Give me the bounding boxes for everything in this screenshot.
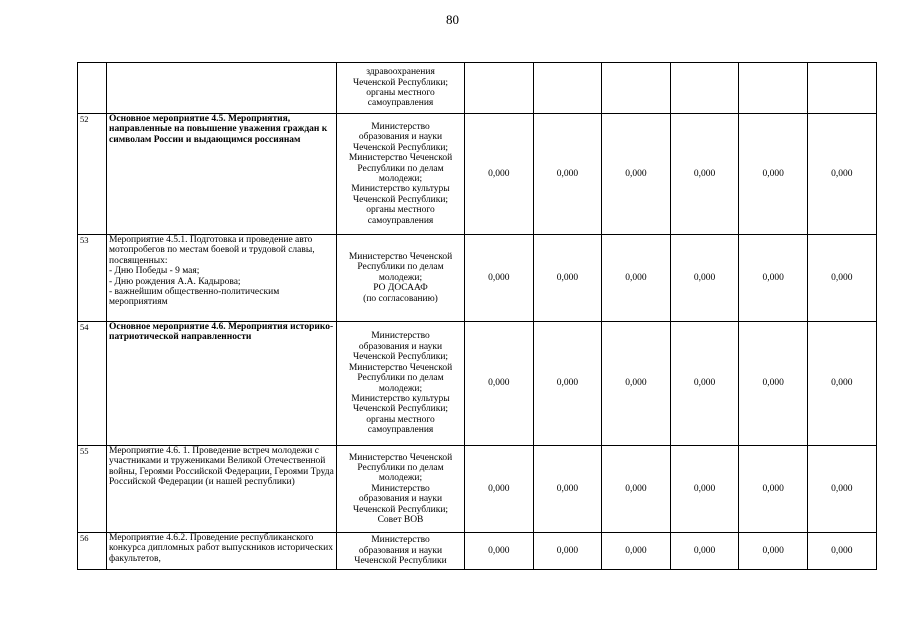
activity-name: Основное мероприятие 4.6. Мероприятия историко-патриотической направленности bbox=[107, 322, 337, 446]
row-number: 52 bbox=[78, 114, 107, 235]
table-row bbox=[78, 235, 877, 322]
funding-value: 0,000 bbox=[739, 533, 808, 570]
funding-value: 0,000 bbox=[533, 114, 602, 235]
table-body bbox=[78, 63, 877, 570]
funding-value: 0,000 bbox=[465, 235, 534, 322]
table-row bbox=[78, 533, 877, 570]
row-number bbox=[78, 63, 107, 114]
funding-value: 0,000 bbox=[807, 533, 876, 570]
funding-value: 0,000 bbox=[602, 235, 671, 322]
funding-value: 0,000 bbox=[602, 322, 671, 446]
responsible-executor: Министерство образования и науки Чеченской Республики bbox=[337, 533, 465, 570]
funding-value: 0,000 bbox=[465, 322, 534, 446]
funding-value: 0,000 bbox=[533, 322, 602, 446]
table-row bbox=[78, 446, 877, 533]
funding-value: 0,000 bbox=[465, 446, 534, 533]
funding-value: 0,000 bbox=[533, 533, 602, 570]
funding-value: 0,000 bbox=[739, 446, 808, 533]
funding-value: 0,000 bbox=[670, 114, 739, 235]
row-number: 53 bbox=[78, 235, 107, 322]
funding-value: 0,000 bbox=[670, 235, 739, 322]
funding-value: 0,000 bbox=[670, 322, 739, 446]
funding-value: 0,000 bbox=[739, 322, 808, 446]
activity-name bbox=[107, 63, 337, 114]
responsible-executor: Министерство образования и науки Чеченской Республики; Министерство Чеченской Республики по делам молодежи; Министерство культуры Чеченской Республики; органы местного самоуправления bbox=[337, 114, 465, 235]
funding-value: 0,000 bbox=[807, 114, 876, 235]
program-activities-table bbox=[77, 62, 877, 570]
funding-value bbox=[739, 63, 808, 114]
funding-value bbox=[670, 63, 739, 114]
activity-name: Мероприятие 4.6. 1. Проведение встреч молодежи с участниками и тружениками Великой Отечественной войны, Героями Российской Федерации, Героями Труда Российской Федерации (и нашей республики) bbox=[107, 446, 337, 533]
responsible-executor: Министерство образования и науки Чеченской Республики; Министерство Чеченской Республики по делам молодежи; Министерство культуры Чеченской Республики; органы местного самоуправления bbox=[337, 322, 465, 446]
table-row bbox=[78, 63, 877, 114]
funding-value: 0,000 bbox=[533, 446, 602, 533]
funding-value bbox=[807, 63, 876, 114]
funding-value: 0,000 bbox=[670, 446, 739, 533]
funding-value bbox=[465, 63, 534, 114]
table-row bbox=[78, 322, 877, 446]
responsible-executor: Министерство Чеченской Республики по делам молодежи; РО ДОСААФ (по согласованию) bbox=[337, 235, 465, 322]
funding-value: 0,000 bbox=[602, 446, 671, 533]
funding-value: 0,000 bbox=[739, 114, 808, 235]
row-number: 55 bbox=[78, 446, 107, 533]
row-number: 56 bbox=[78, 533, 107, 570]
funding-value: 0,000 bbox=[465, 114, 534, 235]
funding-value: 0,000 bbox=[807, 235, 876, 322]
funding-value: 0,000 bbox=[533, 235, 602, 322]
row-number: 54 bbox=[78, 322, 107, 446]
responsible-executor: здравоохранения Чеченской Республики; органы местного самоуправления bbox=[337, 63, 465, 114]
funding-value: 0,000 bbox=[602, 533, 671, 570]
activity-name: Мероприятие 4.6.2. Проведение республиканского конкурса дипломных работ выпускников исторических факультетов, bbox=[107, 533, 337, 570]
responsible-executor: Министерство Чеченской Республики по делам молодежи; Министерство образования и науки Чеченской Республики; Совет ВОВ bbox=[337, 446, 465, 533]
funding-value bbox=[602, 63, 671, 114]
funding-value bbox=[533, 63, 602, 114]
page-number: 80 bbox=[446, 12, 459, 27]
funding-value: 0,000 bbox=[807, 446, 876, 533]
funding-value: 0,000 bbox=[670, 533, 739, 570]
table-row bbox=[78, 114, 877, 235]
funding-value: 0,000 bbox=[465, 533, 534, 570]
activity-name: Основное мероприятие 4.5. Мероприятия, направленные на повышение уважения граждан к символам России и выдающимся россиянам bbox=[107, 114, 337, 235]
funding-value: 0,000 bbox=[807, 322, 876, 446]
funding-value: 0,000 bbox=[739, 235, 808, 322]
funding-value: 0,000 bbox=[602, 114, 671, 235]
activity-name: Мероприятие 4.5.1. Подготовка и проведение авто мотопробегов по местам боевой и трудовой славы, посвященных: - Дню Победы - 9 мая; - Дню рождения А.А. Кадырова; - важнейшим общественно-политическим мероприятиям bbox=[107, 235, 337, 322]
